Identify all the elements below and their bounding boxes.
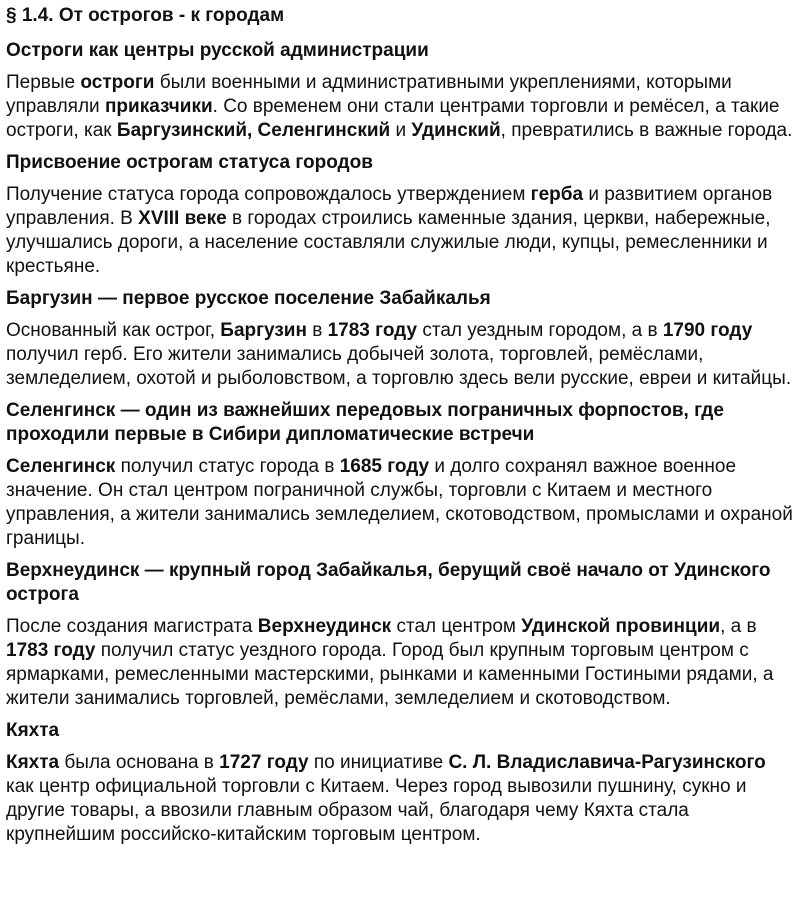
text-run: После создания магистрата [6, 616, 258, 637]
bold-term: Селенгинск [6, 456, 116, 477]
section [6, 151, 794, 279]
text-run: Основанный как острог, [6, 320, 221, 341]
bold-term: герба [530, 184, 584, 205]
text-run: в [306, 320, 328, 341]
text-run: и развитием органов управления. В [6, 184, 773, 229]
bold-term: Удинской провинции [521, 616, 721, 637]
bold-term: 1685 году [339, 456, 430, 477]
text-run: стал уездным городом, а в [417, 320, 663, 341]
text-run: была основана в [59, 752, 220, 773]
bold-term: С. Л. Владиславича-Рагузинского [448, 752, 766, 773]
bold-term: Верхнеудинск [257, 616, 392, 637]
section-paragraph [6, 751, 794, 847]
section-heading: Баргузин — первое русское поселение Забайкалья [6, 288, 491, 309]
text-run: в городах строились каменные здания, церкви, набережные, улучшались дороги, а население составляли служилые люди, купцы, ремесленники и крестьяне. [6, 208, 771, 277]
bold-term: 1783 году [327, 320, 418, 341]
section [6, 287, 794, 391]
text-run: и [390, 120, 412, 141]
section [6, 559, 794, 711]
text-run: , а в [720, 616, 757, 637]
text-run: получил статус города в [115, 456, 340, 477]
section-heading: Селенгинск — один из важнейших передовых пограничных форпостов, где проходили первые в Сибири дипломатические встречи [6, 400, 724, 445]
bold-term: 1727 году [219, 752, 309, 773]
bold-term: 1783 году [6, 640, 96, 661]
text-run: Первые [6, 72, 81, 93]
text-run: как центр официальной торговли с Китаем. Через город вывозили пушнину, сукно и другие товары, а ввозили главным образом чай, благодаря чему Кяхта стала крупнейшим российско-китайским торговым центром. [6, 776, 747, 845]
bold-term: XVIII веке [138, 208, 227, 229]
section [6, 39, 794, 143]
section-heading: Верхнеудинск — крупный город Забайкалья, берущий своё начало от Удинского острога [6, 560, 771, 605]
section-paragraph [6, 455, 794, 551]
text-run: Получение статуса города сопровождалось утверждением [6, 184, 531, 205]
section-heading: Кяхта [6, 720, 60, 741]
section-heading: Присвоение острогам статуса городов [6, 152, 373, 173]
text-run: получил статус уездного города. Город был крупным торговым центром с ярмарками, ремесленными мастерскими, рынками и каменными Гостиными рядами, а жители занимались торговлей, ремёслами, земледелием и скотоводством. [6, 640, 774, 709]
page-title: § 1.4. От острогов - к городам [6, 5, 285, 26]
section-heading: Остроги как центры русской администрации [6, 40, 429, 61]
text-run: . Со временем они стали центрами торговли и ремёсел, а такие остроги, как [6, 96, 780, 141]
section [6, 399, 794, 551]
section-paragraph [6, 615, 794, 711]
bold-term: 1790 году [662, 320, 753, 341]
section-paragraph [6, 71, 794, 143]
section [6, 719, 794, 847]
bold-term: Баргузин [220, 320, 307, 341]
bold-term: Баргузинский, Селенгинский [116, 120, 391, 141]
bold-term: приказчики [104, 96, 213, 117]
text-run: , превратились в важные города. [500, 120, 793, 141]
bold-term: Удинский [411, 120, 501, 141]
bold-term: Кяхта [6, 752, 60, 773]
bold-term: остроги [80, 72, 155, 93]
text-run: были военными и административными укреплениями, которыми управляли [6, 72, 732, 117]
sections-container [6, 39, 794, 847]
text-run: получил герб. Его жители занимались добычей золота, торговлей, ремёслами, земледелием, охотой и рыболовством, а торговлю здесь вели русские, евреи и китайцы. [6, 344, 792, 389]
section-paragraph [6, 319, 794, 391]
section-paragraph [6, 183, 794, 279]
text-run: и долго сохранял важное военное значение. Он стал центром пограничной службы, торговли с Китаем и местного управления, а жители занимались земледелием, скотоводством, промыслами и охраной границы. [6, 456, 793, 549]
text-run: стал центром [391, 616, 522, 637]
text-run: по инициативе [308, 752, 449, 773]
